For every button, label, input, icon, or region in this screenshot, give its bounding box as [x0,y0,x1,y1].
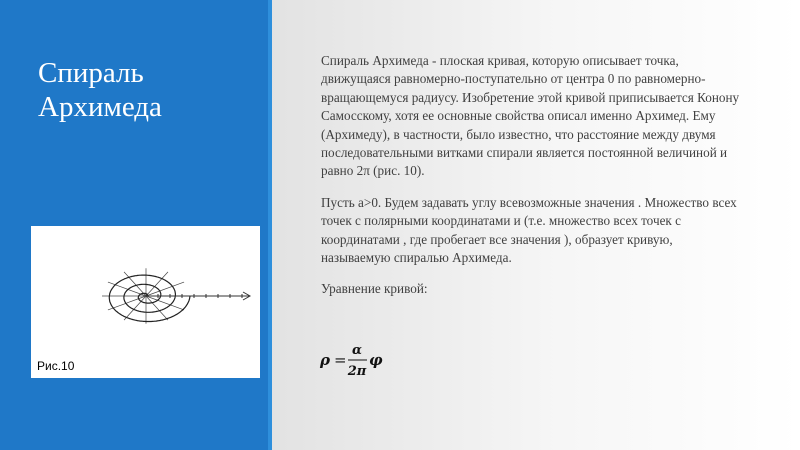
equation-denominator: 2π [347,364,367,379]
paragraph-equation-label: Уравнение кривой: [321,281,428,297]
spiral-equation [318,340,398,380]
slide-body [321,52,741,312]
paragraph-polar: Пусть a>0. Будем задавать углу всевозможные значения . Множество всех точек с полярными координатами и (т.е. множество всех точек с координатами , где пробегает все значения ), образует кривую, называемую спиралью Архимеда. [321,194,737,266]
figure-caption: Рис.10 [37,359,75,373]
equation-equals: = [334,351,347,369]
equation-numerator: α [351,343,363,358]
slide-title [38,56,258,124]
archimedes-spiral-drawing [31,226,260,378]
title-line-1: Спираль [38,57,144,89]
spiral-figure [31,226,260,378]
equation-svg [318,340,398,380]
equation-phi: φ [369,351,383,369]
paragraph-definition: Спираль Архимеда - плоская кривая, которую описывает точка, движущаяся равномерно-поступательно от центра 0 по равномерно-вращающемуся радиусу. Изобретение этой кривой приписывается Конону Самосскому, хотя ее основные свойства описал именно Архимед. Ему (Архимеду), в частности, было известно, что расстояние между двумя последовательными витками спирали является постоянной величиной и равно 2π (рис. 10). [321,53,740,179]
spiral-ray [124,296,146,320]
equation-rho: ρ [320,351,330,369]
spiral-ray [146,282,184,296]
title-line-2: Архимеда [38,91,162,123]
panel-divider [268,0,272,450]
